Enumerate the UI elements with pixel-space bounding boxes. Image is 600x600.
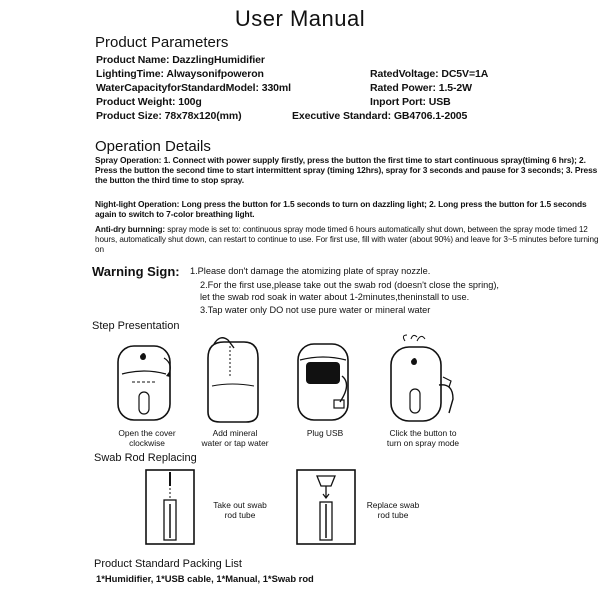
operation-details-heading: Operation Details [95, 138, 211, 155]
warning-line-1: 1.Please don't damage the atomizing plate of spray nozzle. [190, 266, 431, 276]
anti-dry-text: Anti-dry burnning: spray mode is set to: continuous spray mode timed 6 hours automatically shut down, between the spray mode timed 12 hours, automatically shut down, can restart to continue to use. For first use, fill with water (about 90%) and leave for 3~5 minutes before turning on [95, 225, 599, 254]
night-light-label: Night-light Operation: [95, 199, 180, 209]
step-1-caption: Open the cover clockwise [118, 428, 176, 448]
night-light-text: Night-light Operation: Long press the button for 1.5 seconds to turn on dazzling light; 2. Long press the button for 1.5 seconds again to switch to 7-color breathing light. [95, 199, 587, 219]
swab-rod-heading: Swab Rod Replacing [94, 452, 197, 464]
swab-take-out-caption: Take out swab rod tube [213, 500, 267, 520]
param-weight: Product Weight: 100g [96, 96, 202, 108]
warning-line-2: 2.For the first use,please take out the swab rod (doesn't close the spring), [200, 280, 499, 290]
step-4-illustration [385, 335, 460, 427]
swab-replace-illustration [293, 468, 359, 546]
step-presentation-heading: Step Presentation [92, 320, 180, 332]
step-3-illustration [290, 338, 360, 428]
step-1-illustration [112, 338, 182, 428]
anti-dry-label: Anti-dry burnning: [95, 225, 166, 234]
spray-operation-label: Spray Operation: [95, 155, 162, 165]
swab-replace-caption: Replace swab rod tube [366, 500, 420, 520]
param-rated-power: Rated Power: 1.5-2W [370, 82, 472, 94]
spray-operation-text: Spray Operation: 1. Connect with power supply firstly, press the button the first time to start continuous spray(timing 6 hrs); 2. Press the button the second time to start intermittent spray (timing 12hrs), spray for 3 seconds and pause for 3 seconds; 3. Press the button the third time to stop spray. [95, 155, 598, 185]
param-input-port: Inport Port: USB [370, 96, 451, 108]
param-lighting-time: LightingTime: Alwaysonifpoweron [96, 68, 264, 80]
packing-list-heading: Product Standard Packing List [94, 558, 242, 570]
warning-line-4: 3.Tap water only DO not use pure water or mineral water [200, 305, 431, 315]
step-4-caption: Click the button to turn on spray mode [386, 428, 460, 448]
warning-line-3: let the swab rod soak in water about 1-2minutes,theninstall to use. [200, 292, 470, 302]
param-water-capacity: WaterCapacityforStandardModel: 330ml [96, 82, 291, 94]
step-2-illustration [200, 336, 270, 428]
swab-take-out-illustration [140, 468, 200, 546]
page-title: User Manual [234, 6, 366, 31]
packing-list-text: 1*Humidifier, 1*USB cable, 1*Manual, 1*Swab rod [96, 573, 314, 584]
param-product-name: Product Name: DazzlingHumidifier [96, 54, 265, 66]
param-rated-voltage: RatedVoltage: DC5V=1A [370, 68, 489, 80]
product-parameters-heading: Product Parameters [95, 34, 229, 51]
param-size: Product Size: 78x78x120(mm) [96, 110, 242, 122]
step-2-caption: Add mineral water or tap water [201, 428, 269, 448]
warning-sign-heading: Warning Sign: [92, 264, 180, 279]
param-executive-standard: Executive Standard: GB4706.1-2005 [292, 110, 468, 122]
step-3-caption: Plug USB [306, 428, 344, 438]
